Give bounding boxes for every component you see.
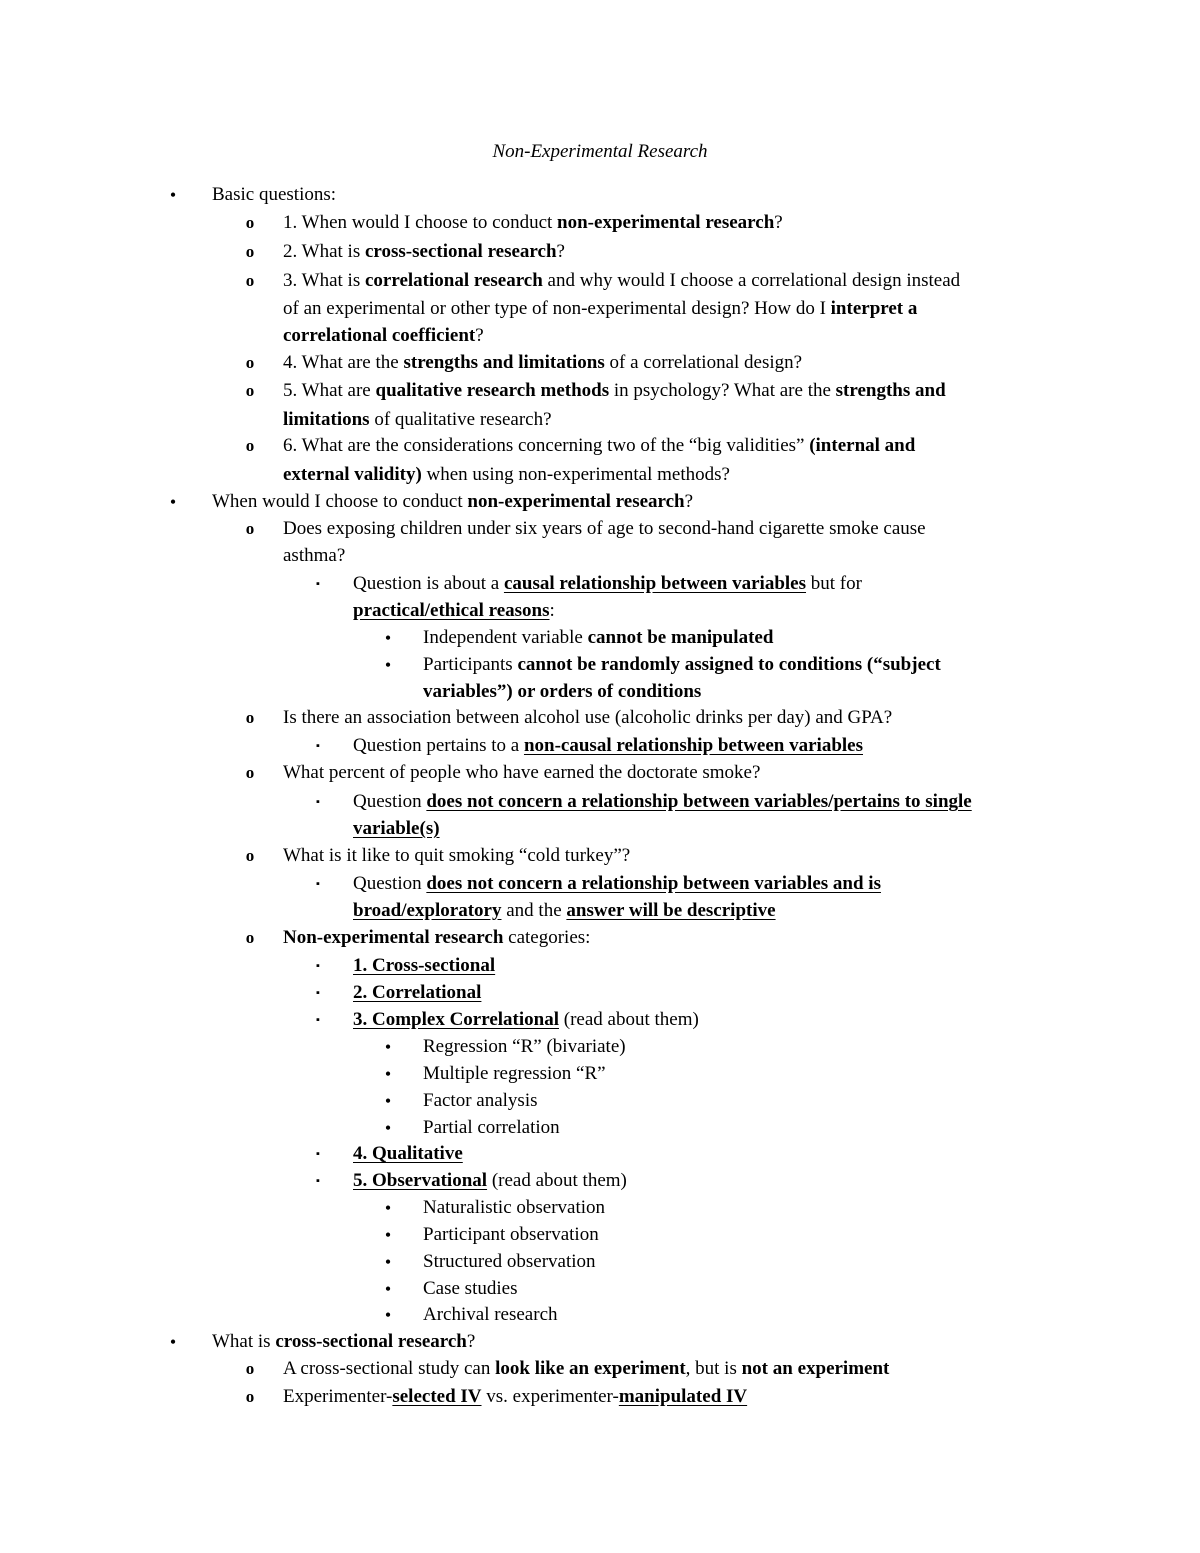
outline-line-text (212, 1329, 475, 1355)
outline-line-text (283, 543, 345, 569)
bullet-icon: • (384, 1279, 392, 1299)
text-segment: cannot be randomly assigned to conditions (“subject (517, 654, 941, 675)
bullet-icon: • (384, 628, 392, 648)
outline-line-text (283, 296, 917, 322)
text-segment: external validity) (283, 464, 422, 485)
circle-bullet-icon: o (245, 381, 255, 400)
text-segment: : (549, 600, 555, 621)
text-segment: (internal and (809, 435, 916, 456)
outline-line-text (423, 1276, 517, 1302)
text-segment: interpret a (830, 298, 918, 319)
outline-line-text (423, 1088, 538, 1114)
text-segment: cross-sectional research (275, 1331, 467, 1352)
outline-line-text (423, 1222, 599, 1248)
text-segment: 5. Observational (353, 1170, 488, 1191)
text-segment: 2. Correlational (353, 982, 482, 1003)
outline-line-text (212, 489, 693, 515)
outline-line-text (353, 953, 495, 979)
text-segment: 5. What are (283, 380, 376, 401)
text-segment: ? (684, 491, 694, 512)
text-segment: Question (353, 791, 427, 812)
outline-line-text (283, 407, 552, 433)
bullet-icon: • (169, 185, 177, 205)
document-title: Non-Experimental Research (492, 141, 708, 162)
outline-line-text (283, 433, 915, 459)
text-segment: non-causal relationship between variables (523, 735, 863, 756)
square-bullet-icon: ▪ (316, 796, 320, 808)
bullet-icon: • (384, 1064, 392, 1084)
text-segment: correlational coefficient (283, 325, 476, 346)
text-segment: Participants (423, 654, 518, 675)
outline-line-text (423, 625, 773, 651)
bullet-icon: • (384, 655, 392, 675)
text-segment: ? (466, 1331, 476, 1352)
outline-line-text (283, 1384, 747, 1410)
square-bullet-icon: ▪ (316, 987, 320, 999)
text-segment: 3. Complex Correlational (353, 1009, 559, 1030)
text-segment: Participant observation (423, 1224, 599, 1245)
text-segment: Regression “R” (bivariate) (423, 1036, 626, 1057)
outline-line-text (353, 898, 776, 924)
square-bullet-icon: ▪ (316, 1148, 320, 1160)
square-bullet-icon: ▪ (316, 1014, 320, 1026)
bullet-icon: • (384, 1225, 392, 1245)
outline-line-text (353, 1168, 627, 1194)
circle-bullet-icon: o (245, 271, 255, 290)
outline-line-text (283, 760, 760, 786)
text-segment: Independent variable (423, 627, 588, 648)
circle-bullet-icon: o (245, 763, 255, 782)
text-segment: Structured observation (423, 1251, 596, 1272)
text-segment: Does exposing children under six years of age to second-hand cigarette smoke cause (283, 518, 926, 539)
text-segment: Experimenter- (283, 1386, 393, 1407)
text-segment: What percent of people who have earned the doctorate smoke? (283, 762, 761, 783)
text-segment: 2. What is (283, 241, 365, 262)
bullet-icon: • (169, 1332, 177, 1352)
text-segment: of a correlational design? (604, 352, 803, 373)
outline-line-text (423, 679, 701, 705)
text-segment: Question is about a (353, 573, 504, 594)
text-segment: 3. What is (283, 270, 365, 291)
text-segment: 4. Qualitative (353, 1143, 463, 1164)
text-segment: (read about them) (487, 1170, 627, 1191)
bullet-icon: • (384, 1091, 392, 1111)
outline-line-text (283, 323, 484, 349)
text-segment: does not concern a relationship between variables and is (426, 873, 881, 894)
circle-bullet-icon: o (245, 846, 255, 865)
text-segment: Multiple regression “R” (423, 1063, 606, 1084)
text-segment: categories: (503, 927, 591, 948)
outline-line-text (353, 789, 972, 815)
circle-bullet-icon: o (245, 436, 255, 455)
outline-line-text (283, 1356, 889, 1382)
outline-line-text (353, 571, 862, 597)
outline-line-text (353, 871, 881, 897)
text-segment: Basic questions: (212, 184, 337, 205)
text-segment: look like an experiment (495, 1358, 686, 1379)
text-segment: and why would I choose a correlational design instead (542, 270, 961, 291)
square-bullet-icon: ▪ (316, 740, 320, 752)
text-segment: practical/ethical reasons (353, 600, 550, 621)
text-segment: of an experimental or other type of non-experimental design? How do I (283, 298, 831, 319)
text-segment: A cross-sectional study can (283, 1358, 496, 1379)
outline-line-text (283, 210, 783, 236)
text-segment: When would I choose to conduct (212, 491, 468, 512)
outline-line-text (283, 925, 590, 951)
text-segment: in psychology? What are the (609, 380, 836, 401)
text-segment: Factor analysis (423, 1090, 538, 1111)
text-segment: Case studies (423, 1278, 518, 1299)
text-segment: ? (556, 241, 565, 262)
outline-line-text (283, 378, 946, 404)
circle-bullet-icon: o (245, 708, 255, 727)
square-bullet-icon: ▪ (316, 960, 320, 972)
text-segment: 4. What are the (283, 352, 404, 373)
outline-line-text (283, 705, 892, 731)
text-segment: cross-sectional research (364, 241, 557, 262)
circle-bullet-icon: o (245, 1359, 255, 1378)
text-segment: but for (806, 573, 862, 594)
outline-line-text (353, 816, 440, 842)
text-segment: ? (774, 212, 783, 233)
outline-line-text (423, 1249, 596, 1275)
outline-line-text (423, 1034, 626, 1060)
circle-bullet-icon: o (245, 928, 255, 947)
text-segment: of qualitative research? (369, 409, 552, 430)
text-segment: Is there an association between alcohol use (alcoholic drinks per day) and GPA? (283, 707, 893, 728)
outline-line-text (423, 1302, 558, 1328)
bullet-icon: • (384, 1037, 392, 1057)
square-bullet-icon: ▪ (316, 878, 320, 890)
outline-line-text (353, 1141, 463, 1167)
outline-line-text (353, 1007, 699, 1033)
text-segment: strengths and (835, 380, 946, 401)
text-segment: Question pertains to a (353, 735, 524, 756)
bullet-icon: • (384, 1252, 392, 1272)
text-segment: variable(s) (353, 818, 440, 839)
text-segment: cannot be manipulated (587, 627, 774, 648)
outline-line-text (283, 516, 926, 542)
bullet-icon: • (384, 1198, 392, 1218)
text-segment: (read about them) (559, 1009, 699, 1030)
outline-line-text (283, 843, 630, 869)
outline-line-text (423, 1061, 606, 1087)
text-segment: strengths and limitations (403, 352, 605, 373)
outline-line-text (353, 733, 863, 759)
text-segment: does not concern a relationship between variables/pertains to single (426, 791, 972, 812)
text-segment: Archival research (423, 1304, 558, 1325)
text-segment: when using non-experimental methods? (421, 464, 730, 485)
circle-bullet-icon: o (245, 353, 255, 372)
text-segment: Question (353, 873, 427, 894)
text-segment: vs. experimenter- (481, 1386, 619, 1407)
text-segment: limitations (283, 409, 370, 430)
text-segment: non-experimental research (557, 212, 775, 233)
text-segment: What is it like to quit smoking “cold turkey”? (283, 845, 631, 866)
text-segment: broad/exploratory (353, 900, 502, 921)
square-bullet-icon: ▪ (316, 1175, 320, 1187)
text-segment: answer will be descriptive (566, 900, 776, 921)
text-segment: 1. When would I choose to conduct (283, 212, 558, 233)
circle-bullet-icon: o (245, 242, 255, 261)
text-segment: asthma? (283, 545, 346, 566)
text-segment: , but is (685, 1358, 742, 1379)
outline-line-text (353, 980, 481, 1006)
text-segment: not an experiment (741, 1358, 890, 1379)
text-segment: correlational research (364, 270, 543, 291)
bullet-icon: • (169, 492, 177, 512)
outline-line-text (283, 350, 802, 376)
text-segment: Partial correlation (423, 1117, 560, 1138)
text-segment: qualitative research methods (375, 380, 610, 401)
outline-line-text (423, 652, 941, 678)
outline-line-text (283, 462, 730, 488)
circle-bullet-icon: o (245, 213, 255, 232)
outline-line-text (353, 598, 555, 624)
outline-line-text (423, 1115, 560, 1141)
text-segment: selected IV (392, 1386, 482, 1407)
text-segment: 1. Cross-sectional (353, 955, 496, 976)
bullet-icon: • (384, 1305, 392, 1325)
outline-line-text (283, 268, 960, 294)
circle-bullet-icon: o (245, 1387, 255, 1406)
text-segment: manipulated IV (618, 1386, 748, 1407)
bullet-icon: • (384, 1118, 392, 1138)
text-segment: non-experimental research (467, 491, 685, 512)
outline-line-text (212, 182, 336, 208)
square-bullet-icon: ▪ (316, 578, 320, 590)
outline-line-text (423, 1195, 605, 1221)
text-segment: ? (475, 325, 484, 346)
text-segment: variables”) or orders of conditions (423, 681, 702, 702)
text-segment: and the (501, 900, 567, 921)
text-segment: Non-experimental research (283, 927, 504, 948)
text-segment: 6. What are the considerations concerning two of the “big validities” (283, 435, 810, 456)
text-segment: What is (212, 1331, 276, 1352)
text-segment: Naturalistic observation (423, 1197, 606, 1218)
text-segment: causal relationship between variables (503, 573, 807, 594)
circle-bullet-icon: o (245, 519, 255, 538)
outline-line-text (283, 239, 565, 265)
